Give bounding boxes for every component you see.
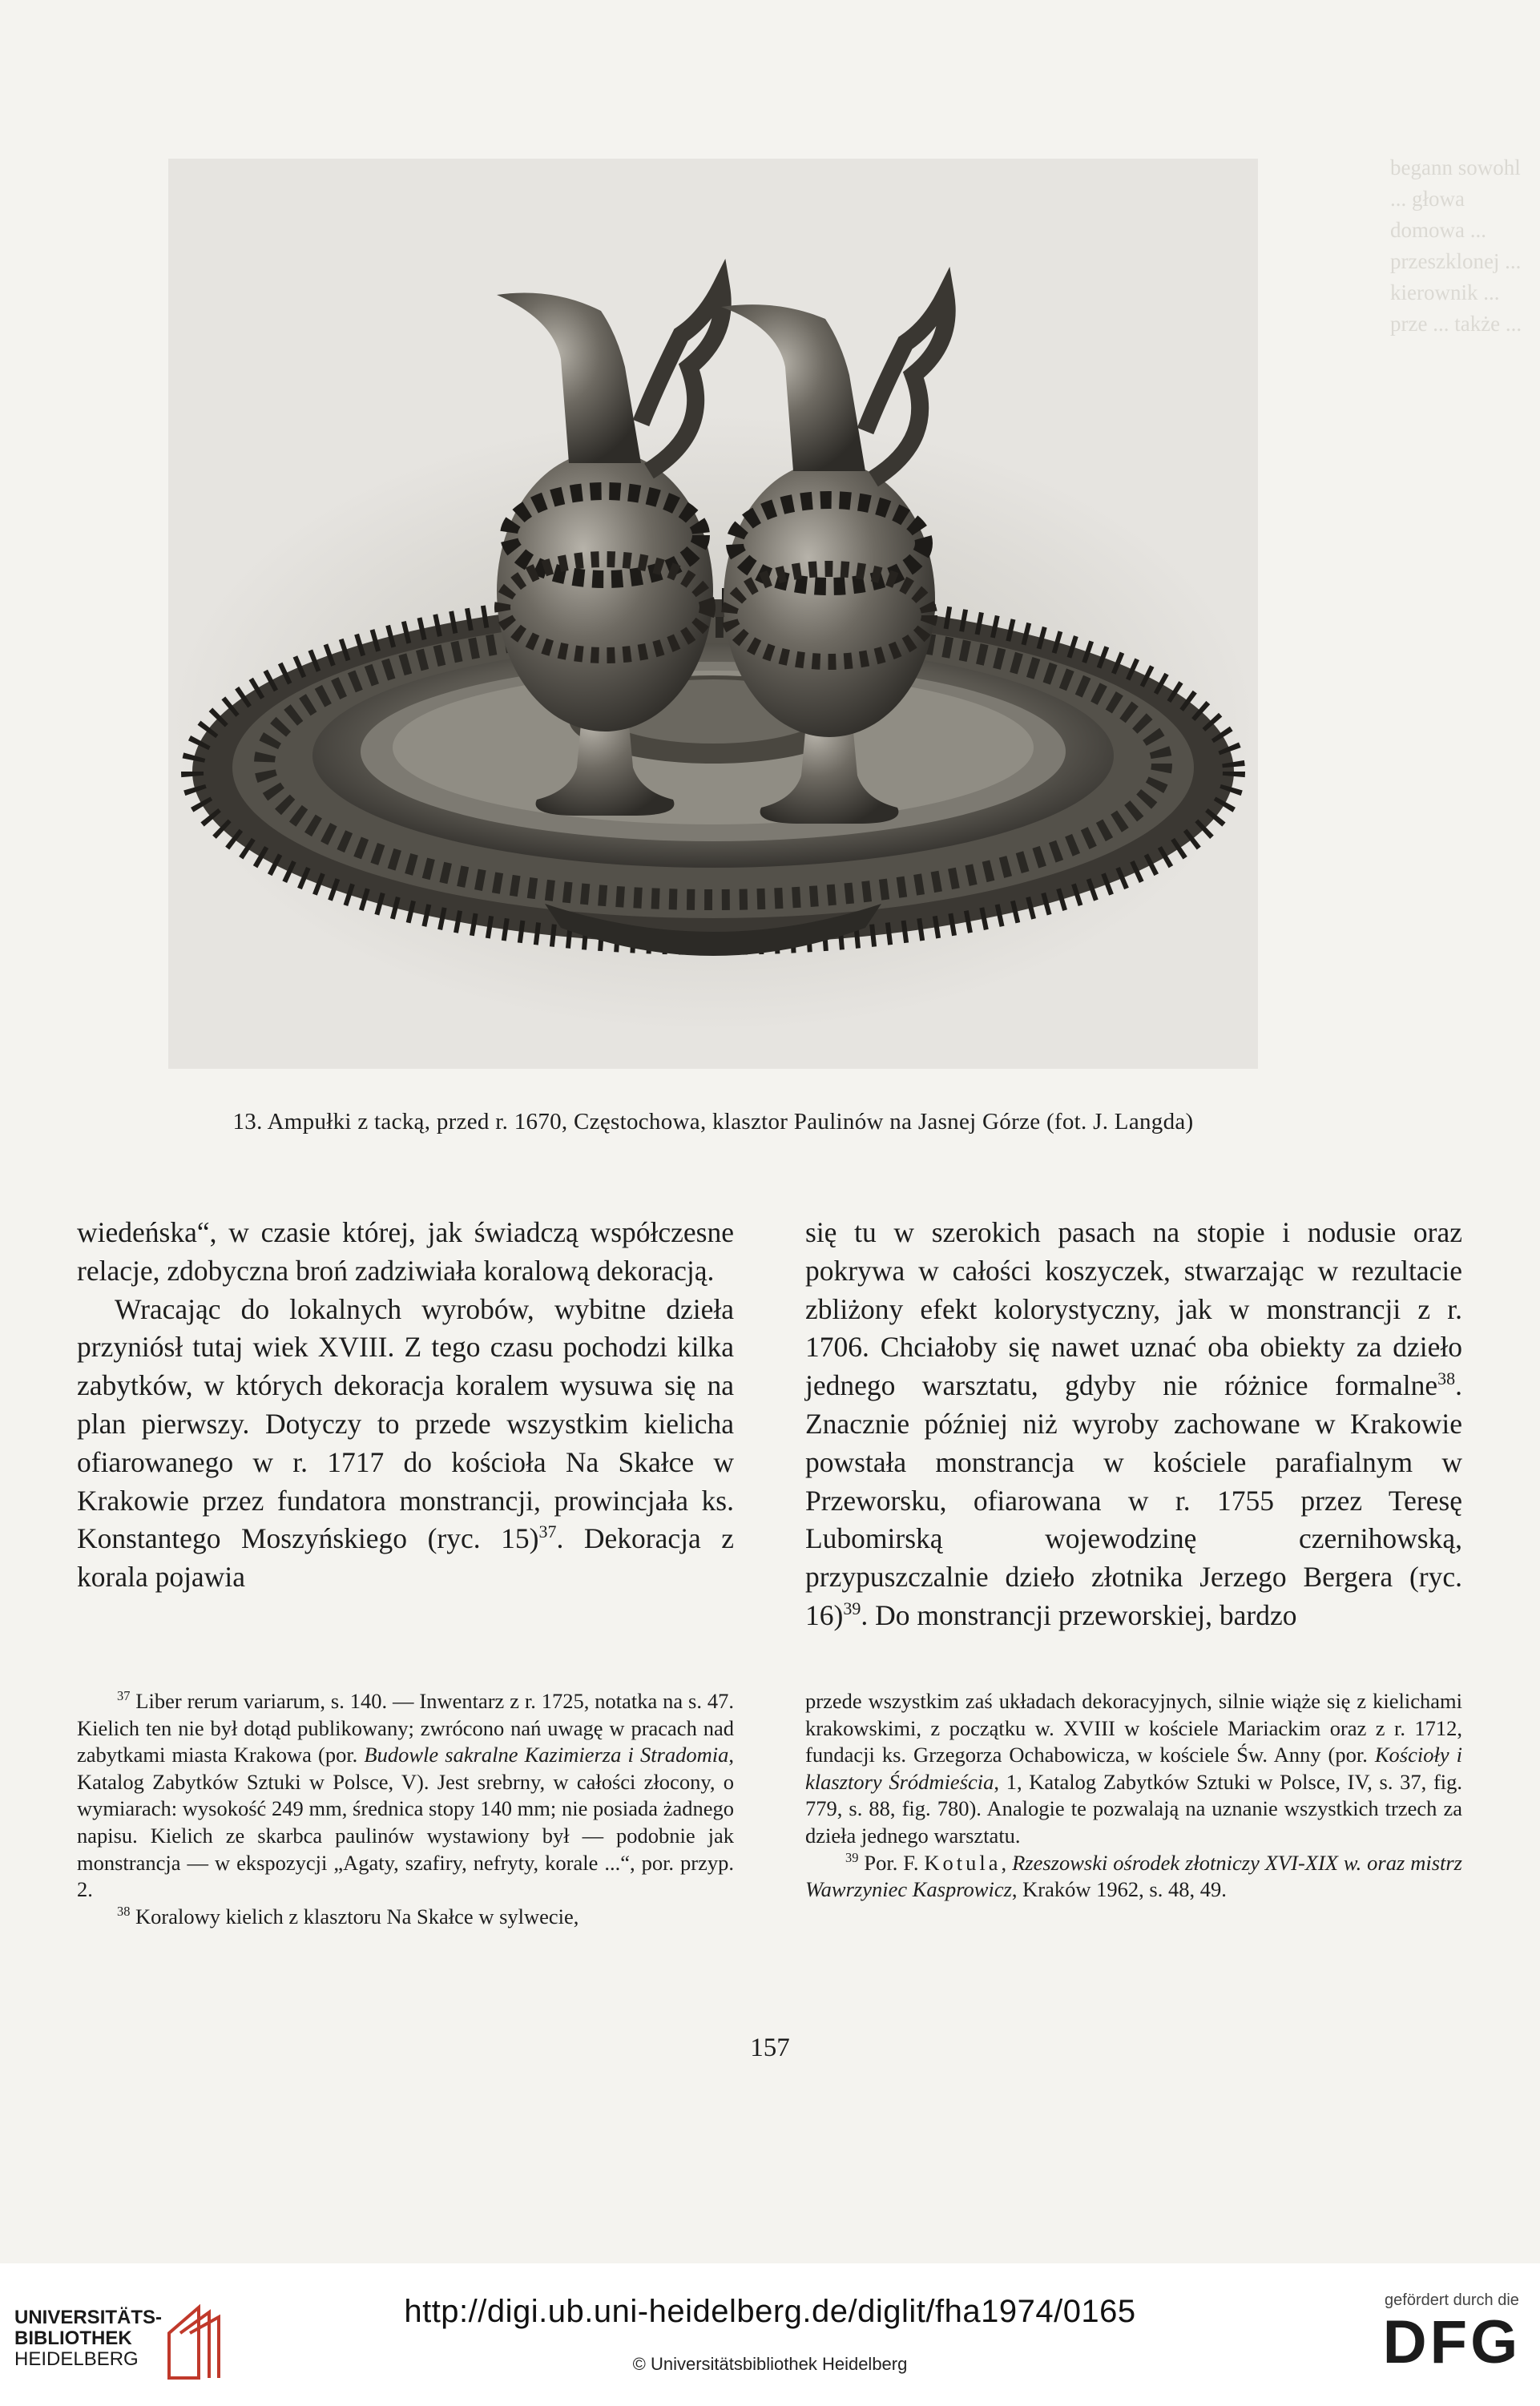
- footnote-38-continued: przede wszystkim zaś układach dekoracyjnych, silnie wiąże się z kielichami krakowskimi, z początku w. XVIII w kościele Mariackim oraz z r. 1712, fundacji ks. Grzegorza Ochabowicza, w kościele Św. Anny (por. Kościoły i klasztory Śródmieścia, 1, Katalog Zabytków Sztuki w Polsce, IV, s. 37, fig. 779, s. 88, fig. 780). Analogie te pozwalają na uznanie wszystkich trzech za dzieła jednego warsztatu.: [805, 1689, 1463, 1848]
- funded-by-label: gefördert durch die: [1385, 2291, 1519, 2309]
- footnote-ref: 38: [1437, 1368, 1456, 1389]
- footnote-ref: 37: [538, 1521, 557, 1542]
- figure-photo: [168, 159, 1258, 1069]
- paragraph: wiedeńska“, w czasie której, jak świadczą współczesne relacje, zdobyczna broń zadziwiała koralową dekoracją.: [77, 1216, 734, 1287]
- figure-caption: 13. Ampułki z tacką, przed r. 1670, Częstochowa, klasztor Paulinów na Jasnej Górze (fot. J. Langda): [232, 1109, 1194, 1134]
- body-column-left: [77, 1214, 734, 1597]
- cruets-tray-image: [168, 159, 1258, 1069]
- body-column-right: [805, 1214, 1462, 1635]
- footnote-37: $^{37}$ Liber rerum variarum, s. 140. — Inwentarz z r. 1725, notatka na s. 47. Kielich ten nie był dotąd publikowany; zwrócono nań uwagę w pracach nad zabytkami miasta Krakowa (por. Budowle sakralne Kazimierza i Stradomia, Katalog Zabytków Sztuki w Polsce, V). Jest srebrny, w całości złocony, o wymiarach: wysokość 249 mm, średnica stopy 140 mm; nie posiada żadnego napisu. Kielich ze skarbca paulinów wystawiony był — podobnie jak monstrancja — w ekspozycji „Agaty, szafiry, nefryty, korale ...“, por. przyp. 2.: [77, 1688, 735, 1902]
- footnote-ref: 39: [843, 1598, 861, 1619]
- library-name: UNIVERSITÄTS- BIBLIOTHEK HEIDELBERG: [14, 2307, 163, 2370]
- footnote-39: $^{39}$ Por. F. Kotula, Rzeszowski ośrodek złotniczy XVI-XIX w. oraz mistrz Wawrzyniec Kasprowicz, Kraków 1962, s. 48, 49.: [805, 1849, 1462, 1902]
- footnote-38: $^{38}$ Koralowy kielich z klasztoru Na Skałce w sylwecie,: [117, 1903, 579, 1928]
- footnotes-left: [77, 1688, 734, 1930]
- digitization-footer: [0, 2263, 1540, 2406]
- paragraph: Wracając do lokalnych wyrobów, wybitne dzieła przyniósł tutaj wiek XVIII. Z tego czasu pochodzi kilka zabytków, w których dekoracja koralem wysuwa się na plan pierwszy. Dotyczy to przede wszystkim kielicha ofiarowanego w r. 1717 do kościoła Na Skałce w Krakowie przez fundatora monstrancji, prowincjała ks. Konstantego Moszyńskiego (ryc. 15)$^{37}$. Dekoracja z korala pojawia: [77, 1292, 734, 1594]
- page-number: 157: [750, 2033, 790, 2062]
- source-url-link[interactable]: http://digi.ub.uni-heidelberg.de/diglit/fha1974/0165: [404, 2294, 1136, 2329]
- copyright-notice: © Universitätsbibliothek Heidelberg: [632, 2354, 908, 2374]
- dfg-wordmark: DFG: [1382, 2308, 1522, 2376]
- paragraph: się tu w szerokich pasach na stopie i nodusie oraz pokrywa w całości koszyczek, stwarzając w rezultacie zbliżony efekt kolorystyczny, jak w monstrancji z r. 1706. Chciałoby się nawet uznać oba obiekty za dzieło jednego warsztatu, gdyby nie różnice formalne$^{38}$. Znacznie później niż wyroby zachowane w Krakowie powstała monstrancja w kościele parafialnym w Przeworsku, ofiarowana w r. 1755 przez Teresę Lubomirską wojewodzinę czernihowską, przypuszczalnie dzieło złotnika Jerzego Bergera (ryc. 16)$^{39}$. Do monstrancji przeworskiej, bardzo: [805, 1216, 1462, 1631]
- dfg-logo[interactable]: [1372, 2291, 1532, 2388]
- bleed-through-text: begann sowohl ... głowa domowa ... przeszklonej ... kierownik ... prze ... także ...: [1390, 155, 1522, 336]
- footnotes-right: [805, 1688, 1462, 1904]
